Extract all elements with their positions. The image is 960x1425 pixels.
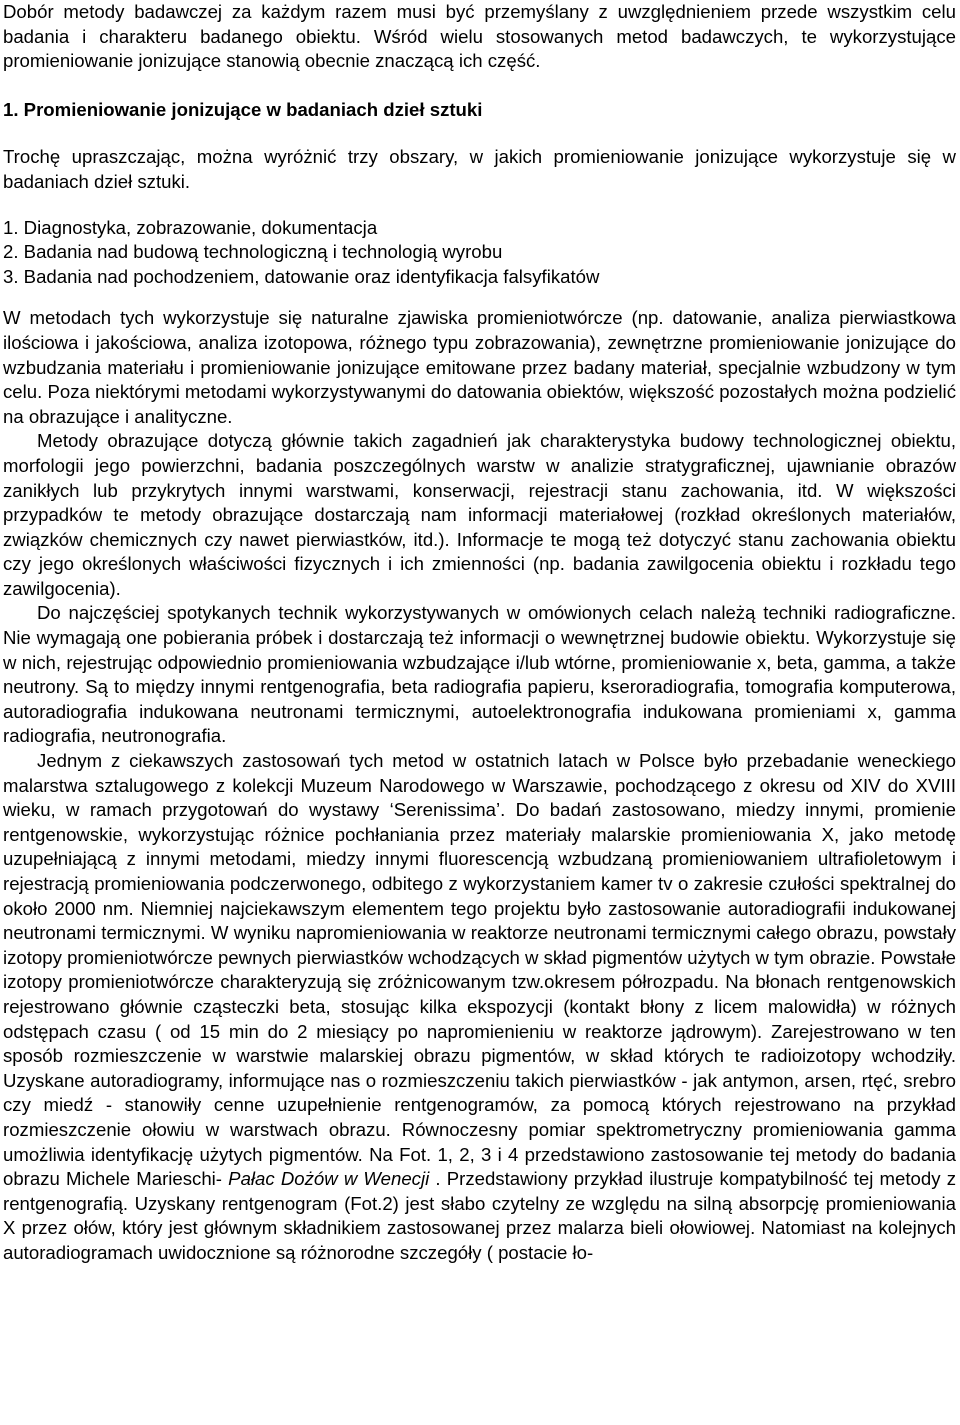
paragraph-text: Jednym z ciekawszych zastosowań tych metod w ostatnich latach w Polsce było przebadanie weneckiego malarstwa sztalugowego z kolekcji Muzeum Narodowego w Warszawie, pochodzącego z okresu od XIV do XVIII wieku, w ramach przygotowań do wystawy ‘Serenissima’. Do badań zastosowano, miedzy innymi, promienie rentgenowskie, wykorzystując różnice pochłaniania przez materiały malarskie promieniowania X, jako metodę uzupełniającą z innymi metodami, miedzy innymi fluorescencją wzbudzaną promieniowaniem ultrafioletowym i rejestracją promieniowania podczerwonego, odbitego z wykorzystaniem kamer tv o zakresie czułości spektralnej do około 2000 nm. Niemniej najciekawszym elementem tego projektu było zastosowanie autoradiografii indukowanej neutronami termicznymi. W wyniku napromieniowania w reaktorze neutronami termicznymi całego obrazu, powstały izotopy promieniotwórcze pewnych pierwiastków wchodzących w skład pigmentów użytych w tym obrazie. Powstałe izotopy promieniotwórcze charakteryzują się zróżnicowanym tzw.okresem półrozpadu. Na błonach rentgenowskich rejestrowano głównie cząsteczki beta, stosując kilka ekspozycji (kontakt błony z licem malowidła) w różnych odstępach czasu ( od 15 min do 2 miesiący po napromienieniu w reaktorze jądrowym). Zarejestrowano w ten sposób rozmieszczenie w warstwie malarskiej obrazu pigmentów, w skład których te radioizotopy wchodziły. Uzyskane autoradiogramy, informujące nas o rozmieszczeniu takich pierwiastków - jak antymon, arsen, rtęć, srebro czy miedź - stanowiły cenne uzupełnienie rentgenogramów, za pomocą których rejestrowano na przykład rozmieszczenie ołowiu w warstwach obrazu. Równoczesny pomiar spektrometryczny promieniowania gamma umożliwia identyfikację użytych pigmentów. Na Fot. 1, 2, 3 i 4 przedstawiono zastosowanie tej metody do badania obrazu Michele Marieschi- [3,750,956,1190]
areas-list [3,216,956,290]
methods-paragraph: W metodach tych wykorzystuje się naturalne zjawiska promieniotwórcze (np. datowanie, analiza pierwiastkowa ilościowa i jakościowa, analiza izotopowa, różnego typu zobrazowania), zewnętrzne promieniowanie jonizujące do wzbudzania materiału i promieniowanie jonizujące emitowane przez badany materiał, specjalnie wzbudzony w tym celu. Poza niektórymi metodami wykorzystywanymi do datowania obiektów, większość pozostałych można podzielić na obrazujące i analityczne. [3,307,956,427]
imaging-methods-paragraph: Metody obrazujące dotyczą głównie takich zagadnień jak charakterystyka budowy technologicznej obiektu, morfologii jego powierzchni, badania poszczególnych warstw w analizie stratygraficznej, ujawnianie obrazów zanikłych lub przykrytych innymi warstwami, konserwacji, rejestracji stanu zachowania, itd. W większości przypadków te metody obrazujące dostarczają nam informacji materiałowej (rozkład określonych materiałów, związków chemicznych czy nawet pierwiastków, itd.). Informacje te mogą też dotyczyć stanu zachowania obiektu czy jego określonych właściwości fizycznych i ich zmienności (np. badania zawilgocenia obiektu i rozkładu tego zawilgocenia). [3,430,956,599]
list-item: 3. Badania nad pochodzeniem, datowanie oraz identyfikacja falsyfikatów [3,265,600,287]
painting-title: Pałac Dożów w Wenecji [228,1168,430,1190]
paragraph-text-continued: . Przedstawiony przykład ilustruje kompatybilność tej metody z rentgenografią. Uzyskany rentgenogram (Fot.2) jest słabo czytelny ze względu na silną absorpcję promieniowania X przez ołów, który jest głównym składnikiem zastosowanej przez malarza bieli ołowiowej. Natomiast na kolejnych autoradiogramach uwidocznione są różnorodne szczegóły ( postacie ło- [3,1168,956,1263]
intro-paragraph: Dobór metody badawczej za każdym razem musi być przemyślany z uwzględnieniem przede wszystkim celu badania i charakteru badanego obiektu. Wśród wielu stosowanych metod badawczych, te wykorzystujące promieniowanie jonizujące stanowią obecnie znaczącą ich część. [3,1,956,72]
section-intro-paragraph: Trochę upraszczając, można wyróżnić trzy obszary, w jakich promieniowanie jonizujące wykorzystuje się w badaniach dzieł sztuki. [3,146,956,192]
radiography-paragraph: Do najczęściej spotykanych technik wykorzystywanych w omówionych celach należą techniki radiograficzne. Nie wymagają one pobierania próbek i dostarczają też informacji o wewnętrznej budowie obiektu. Wykorzystuje się w nich, rejestrując odpowiednio promieniowania wzbudzające i/lub wtórne, promieniowanie x, beta, gamma, a także neutrony. Są to między innymi rentgenografia, beta radiografia papieru, kseroradiografia, tomografia komputerowa, autoradiografia indukowana neutronami termicznymi, autoelektronografia indukowana promieniami x, gamma radiografia, neutronografia. [3,602,956,747]
list-item: 2. Badania nad budową technologiczną i technologią wyrobu [3,241,503,263]
list-item: 1. Diagnostyka, zobrazowanie, dokumentacja [3,216,378,238]
section-heading: 1. Promieniowanie jonizujące w badaniach dzieł sztuki [3,98,483,120]
serenissima-paragraph [3,749,956,1265]
